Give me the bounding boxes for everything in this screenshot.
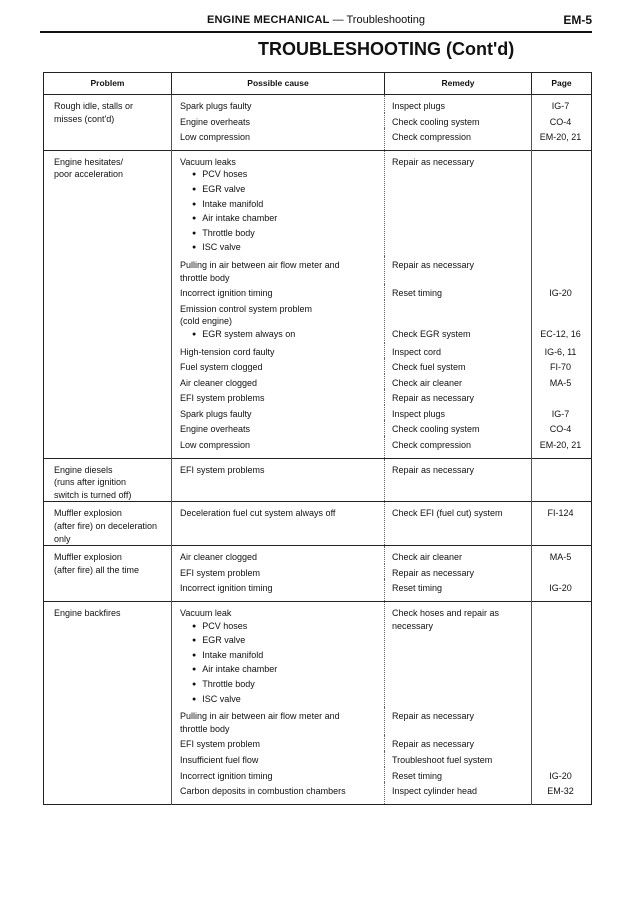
cause-text-line: Incorrect ignition timing — [180, 288, 273, 299]
running-header-title — [207, 14, 425, 26]
header-rule — [40, 31, 592, 33]
remedy-cell — [385, 735, 532, 751]
remedy-cell — [385, 707, 532, 735]
cause-text-line: Carbon deposits in combustion chambers — [180, 786, 346, 797]
possible-cause-cell — [172, 420, 385, 436]
page-ref-cell — [532, 405, 592, 421]
cause-text-line: Air cleaner clogged — [180, 552, 258, 563]
cause-text-line: Incorrect ignition timing — [180, 583, 273, 594]
page-ref: IG-7 — [551, 408, 570, 419]
page-ref: MA-5 — [549, 377, 572, 388]
problem-text-line: Muffler explosion — [54, 508, 122, 519]
possible-cause-cell — [172, 113, 385, 129]
possible-cause-cell — [172, 128, 385, 150]
problem-cell — [44, 150, 172, 458]
cause-bullet-item: ● PCV hoses — [180, 620, 384, 635]
cause-bullet-item: ● EGR valve — [180, 183, 384, 198]
remedy-text-line — [392, 315, 531, 328]
cause-text-line: Low compression — [180, 440, 251, 451]
possible-cause-cell — [172, 436, 385, 458]
remedy-text-line: Check cooling system — [392, 424, 480, 435]
remedy-text-line: Repair as necessary — [392, 393, 475, 404]
remedy-text-line: Repair as necessary — [392, 259, 475, 270]
page-ref-cell — [532, 735, 592, 751]
problem-group — [44, 602, 592, 805]
page-ref-cell — [532, 374, 592, 390]
cause-text-line: Vacuum leaks — [180, 156, 236, 167]
problem-text-line: switch is turned off) — [54, 489, 132, 500]
page-ref: IG-6, 11 — [544, 346, 577, 357]
page-ref: EM-20, 21 — [539, 132, 582, 143]
possible-cause-cell — [172, 751, 385, 767]
cause-text-line: Pulling in air between air flow meter and — [180, 711, 340, 722]
possible-cause-cell — [172, 284, 385, 300]
remedy-cell — [385, 358, 532, 374]
table-row — [44, 458, 592, 502]
possible-cause-cell — [172, 579, 385, 601]
cause-text-line: Emission control system problem — [180, 303, 313, 314]
cause-bullet-item: ● Intake manifold — [180, 649, 384, 664]
possible-cause-cell — [172, 502, 385, 546]
cause-text-line: Vacuum leak — [180, 608, 232, 618]
remedy-text-line: Check hoses and repair as — [392, 608, 500, 618]
cause-text-line: Low compression — [180, 132, 251, 143]
page-ref: FI-70 — [549, 362, 571, 373]
remedy-text-line — [392, 303, 531, 316]
remedy-text-line: Reset timing — [392, 770, 443, 781]
cause-bullet-item: ● Throttle body — [180, 227, 384, 242]
cause-text-line: Engine overheats — [180, 424, 251, 435]
cause-bullet-item: ● Air intake chamber — [180, 663, 384, 678]
remedy-cell — [385, 405, 532, 421]
page-ref: EM-32 — [547, 786, 574, 797]
page-ref-cell — [532, 284, 592, 300]
cause-text-line: (cold engine) — [180, 316, 233, 327]
remedy-cell — [385, 436, 532, 458]
troubleshooting-table — [43, 72, 592, 805]
page-ref-cell — [532, 564, 592, 580]
cause-bullet-item: ● EGR valve — [180, 634, 384, 649]
page-ref-cell — [532, 751, 592, 767]
possible-cause-cell — [172, 767, 385, 783]
possible-cause-cell — [172, 95, 385, 113]
problem-group — [44, 95, 592, 151]
cause-text-line: Deceleration fuel cut system always off — [180, 508, 336, 519]
problem-cell — [44, 602, 172, 805]
remedy-text-line: Inspect cylinder head — [392, 786, 478, 797]
problem-text-line: Engine diesels — [54, 464, 113, 475]
remedy-cell — [385, 602, 532, 708]
remedy-text-line: necessary — [392, 620, 434, 631]
page-ref-cell — [532, 343, 592, 359]
remedy-cell — [385, 95, 532, 113]
cause-text-line: Air cleaner clogged — [180, 377, 258, 388]
problem-text-line: misses (cont'd) — [54, 113, 115, 124]
cause-text-line: Pulling in air between air flow meter and — [180, 259, 340, 270]
problem-text-line: Engine backfires — [54, 608, 121, 618]
cause-text-line: Fuel system clogged — [180, 362, 263, 373]
page-ref: CO-4 — [549, 424, 572, 435]
page-ref-cell — [532, 420, 592, 436]
remedy-cell — [385, 374, 532, 390]
page-ref: IG-20 — [549, 770, 572, 781]
remedy-text-line: Inspect plugs — [392, 408, 446, 419]
problem-text-line: Engine hesitates/ — [54, 156, 124, 167]
problem-text-line: (after fire) on deceleration — [54, 521, 158, 532]
remedy-cell — [385, 751, 532, 767]
cause-text-line: throttle body — [180, 723, 230, 734]
remedy-text-line: Inspect cord — [392, 346, 442, 357]
cause-bullet-item: ● PCV hoses — [180, 168, 384, 183]
problem-cell — [44, 95, 172, 151]
cause-text-line: Spark plugs faulty — [180, 101, 252, 111]
header-separator: — — [332, 14, 344, 26]
problem-cell — [44, 458, 172, 502]
table-row — [44, 150, 592, 256]
page-ref: EM-20, 21 — [539, 440, 582, 451]
remedy-cell — [385, 579, 532, 601]
remedy-cell — [385, 113, 532, 129]
possible-cause-cell — [172, 389, 385, 405]
remedy-text-line: Reset timing — [392, 583, 443, 594]
page-ref: CO-4 — [549, 116, 572, 127]
cause-bullet-item: ● Throttle body — [180, 678, 384, 693]
page-ref-cell — [532, 767, 592, 783]
cause-text-line: EFI system problems — [180, 393, 265, 404]
problem-text-line: (runs after ignition — [54, 477, 127, 488]
problem-text-line: Muffler explosion — [54, 552, 122, 563]
remedy-cell — [385, 150, 532, 256]
page-ref-cell — [532, 436, 592, 458]
page-ref-cell — [532, 782, 592, 804]
remedy-text-line: Repair as necessary — [392, 739, 475, 750]
possible-cause-cell — [172, 546, 385, 564]
problem-text-line: Rough idle, stalls or — [54, 101, 134, 111]
page-code: EM-5 — [563, 13, 592, 27]
remedy-text-line: Repair as necessary — [392, 464, 475, 475]
page-ref-cell — [532, 502, 592, 546]
cause-bullet-item: ● ISC valve — [180, 241, 384, 256]
column-header-remedy: Remedy — [385, 73, 532, 95]
page-ref: IG-7 — [551, 101, 570, 111]
page-ref-cell — [532, 579, 592, 601]
remedy-text-line: Check EGR system — [392, 328, 471, 339]
remedy-cell — [385, 767, 532, 783]
problem-group — [44, 458, 592, 502]
page-ref-cell — [532, 602, 592, 708]
remedy-cell — [385, 564, 532, 580]
page-ref — [532, 303, 589, 316]
possible-cause-cell — [172, 707, 385, 735]
problem-text-line: poor acceleration — [54, 169, 124, 180]
cause-bullet-item: ● Air intake chamber — [180, 212, 384, 227]
remedy-text-line: Check EFI (fuel cut) system — [392, 508, 503, 519]
page-ref: EC-12, 16 — [540, 328, 581, 339]
remedy-cell — [385, 782, 532, 804]
remedy-cell — [385, 128, 532, 150]
page-ref-cell — [532, 150, 592, 256]
page-ref-cell — [532, 458, 592, 502]
problem-cell — [44, 546, 172, 602]
column-header-page: Page — [532, 73, 592, 95]
remedy-cell — [385, 343, 532, 359]
remedy-text-line: Repair as necessary — [392, 711, 475, 722]
page-ref-cell — [532, 95, 592, 113]
table-row — [44, 602, 592, 708]
remedy-cell — [385, 300, 532, 343]
section-name: ENGINE MECHANICAL — [207, 14, 330, 26]
remedy-text-line: Check cooling system — [392, 116, 480, 127]
page-title-text: TROUBLESHOOTING (Cont'd) — [258, 39, 515, 59]
table-row — [44, 502, 592, 546]
cause-bullet-item: ● Intake manifold — [180, 198, 384, 213]
remedy-cell — [385, 546, 532, 564]
cause-bullet-item: ● ISC valve — [180, 693, 384, 708]
cause-text-line: EFI system problem — [180, 739, 261, 750]
page-ref: MA-5 — [549, 552, 572, 563]
remedy-text-line: Inspect plugs — [392, 101, 446, 111]
remedy-cell — [385, 458, 532, 502]
table-row — [44, 546, 592, 564]
page-ref: IG-20 — [549, 583, 572, 594]
page-ref-cell — [532, 707, 592, 735]
cause-text-line: High-tension cord faulty — [180, 346, 275, 357]
table-header-row — [44, 73, 592, 95]
problem-text-line: (after fire) all the time — [54, 564, 140, 575]
remedy-text-line: Check air cleaner — [392, 377, 463, 388]
remedy-text-line: Repair as necessary — [392, 156, 475, 167]
problem-group — [44, 502, 592, 546]
page-ref-cell — [532, 256, 592, 284]
possible-cause-cell — [172, 343, 385, 359]
possible-cause-cell — [172, 735, 385, 751]
possible-cause-cell — [172, 300, 385, 343]
remedy-cell — [385, 284, 532, 300]
possible-cause-cell — [172, 564, 385, 580]
page-ref-cell — [532, 546, 592, 564]
possible-cause-cell — [172, 358, 385, 374]
page-ref-cell — [532, 128, 592, 150]
problem-group — [44, 150, 592, 458]
page-ref-cell — [532, 389, 592, 405]
cause-text-line: Spark plugs faulty — [180, 408, 252, 419]
possible-cause-cell — [172, 405, 385, 421]
cause-text-line: EFI system problems — [180, 464, 265, 475]
page-ref-cell — [532, 358, 592, 374]
remedy-cell — [385, 420, 532, 436]
page-ref-cell — [532, 300, 592, 343]
problem-cell — [44, 502, 172, 546]
possible-cause-cell — [172, 602, 385, 708]
running-header — [40, 12, 592, 32]
remedy-text-line: Check air cleaner — [392, 552, 463, 563]
possible-cause-cell — [172, 150, 385, 256]
page-ref: IG-20 — [549, 288, 572, 299]
remedy-cell — [385, 256, 532, 284]
cause-text-line: Engine overheats — [180, 116, 251, 127]
table-row — [44, 95, 592, 113]
page-ref — [532, 315, 589, 328]
remedy-text-line: Check compression — [392, 132, 472, 143]
problem-group — [44, 546, 592, 602]
possible-cause-cell — [172, 256, 385, 284]
remedy-text-line: Check compression — [392, 440, 472, 451]
remedy-text-line: Repair as necessary — [392, 567, 475, 578]
possible-cause-cell — [172, 374, 385, 390]
column-header-problem: Problem — [44, 73, 172, 95]
page-ref-cell — [532, 113, 592, 129]
remedy-text-line: Reset timing — [392, 288, 443, 299]
cause-bullet-item: ● EGR system always on — [180, 328, 384, 343]
cause-text-line: EFI system problem — [180, 567, 261, 578]
column-header-possible-cause: Possible cause — [172, 73, 385, 95]
cause-text-line: Incorrect ignition timing — [180, 770, 273, 781]
remedy-text-line: Troubleshoot fuel system — [392, 754, 493, 765]
cause-text-line: throttle body — [180, 272, 230, 283]
problem-text-line: only — [54, 533, 71, 544]
remedy-cell — [385, 502, 532, 546]
possible-cause-cell — [172, 782, 385, 804]
subsection-name: Troubleshooting — [346, 14, 425, 26]
page-ref: FI-124 — [547, 508, 574, 519]
possible-cause-cell — [172, 458, 385, 502]
remedy-cell — [385, 389, 532, 405]
cause-text-line: Insufficient fuel flow — [180, 754, 259, 765]
remedy-text-line: Check fuel system — [392, 362, 466, 373]
